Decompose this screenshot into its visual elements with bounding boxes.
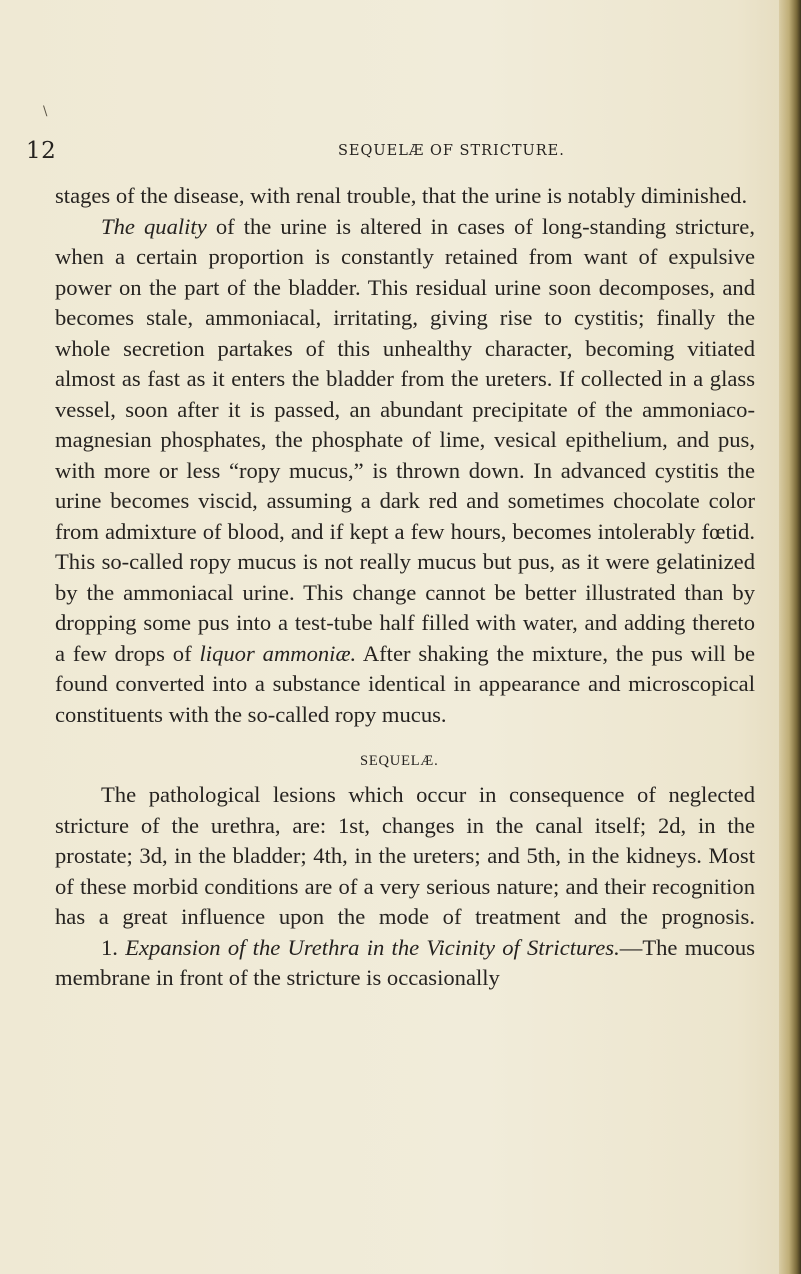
page-edge-shadow	[779, 0, 801, 1274]
paragraph-sequelae: The pathological lesions which occur in consequence of neglected stricture of the urethra, are: 1st, changes in the canal itself; 2d, in the prostate; 3d, in the bladder; 4th, in the ureters; and 5th, in the kidneys. Most of these morbid conditions are of a very serious nature; and their recognition has a great influence upon the mode of treatment and the prognosis.	[55, 782, 755, 929]
list-number: 1.	[101, 934, 118, 960]
paragraph-urine-quality	[55, 212, 755, 731]
paragraph-lead-italic: The quality	[101, 213, 207, 239]
paragraph-continuation: stages of the disease, with renal trouble, that the urine is notably diminished.	[55, 183, 748, 208]
stray-mark: \	[43, 104, 48, 119]
paragraph-text: of the urine is altered in cases of long-standing stricture, when a certain proportion is constantly retained from want of expulsive power on the part of the bladder. This residual urine soon decomposes, and becomes stale, ammoniacal, irritating, giving rise to cystitis; finally the whole secretion partakes of this unhealthy character, becoming vitiated almost as fast as it enters the bladder from the ureters. If collected in a glass vessel, soon after it is passed, an abundant precipitate of the ammoniaco-magnesian phosphates, the phosphate of lime, vesical epithelium, and pus, with more or less “ropy mucus,” is thrown down. In advanced cystitis the urine becomes viscid, assuming a dark red and sometimes chocolate color from admixture of blood, and if kept a few hours, becomes intolerably fœtid. This so-called ropy mucus is not really mucus but pus, as it were gelatinized by the ammoniacal urine. This change cannot be better illustrated than by dropping some pus into a test-tube half filled with water, and adding thereto a few drops of	[55, 213, 755, 666]
page-number: 12	[26, 138, 57, 164]
running-head	[26, 138, 756, 168]
section-heading: SEQUELÆ.	[360, 753, 439, 769]
em-dash: —	[619, 934, 643, 960]
paragraph-text-after: After shaking the mixture, the pus will be found converted into a substance identical in appearance and microscopical constituents with the so-called ropy mucus.	[55, 640, 756, 727]
body-text	[55, 181, 755, 994]
subsection-title: Expansion of the Urethra in the Vicinity of Strictures.	[125, 934, 620, 960]
paragraph-text: The mucous membrane in front of the stricture is occasionally	[55, 934, 755, 990]
italic-term: liquor ammoniæ.	[199, 640, 357, 666]
paragraph-expansion	[55, 933, 755, 994]
running-title: SEQUELÆ OF STRICTURE.	[338, 143, 565, 159]
